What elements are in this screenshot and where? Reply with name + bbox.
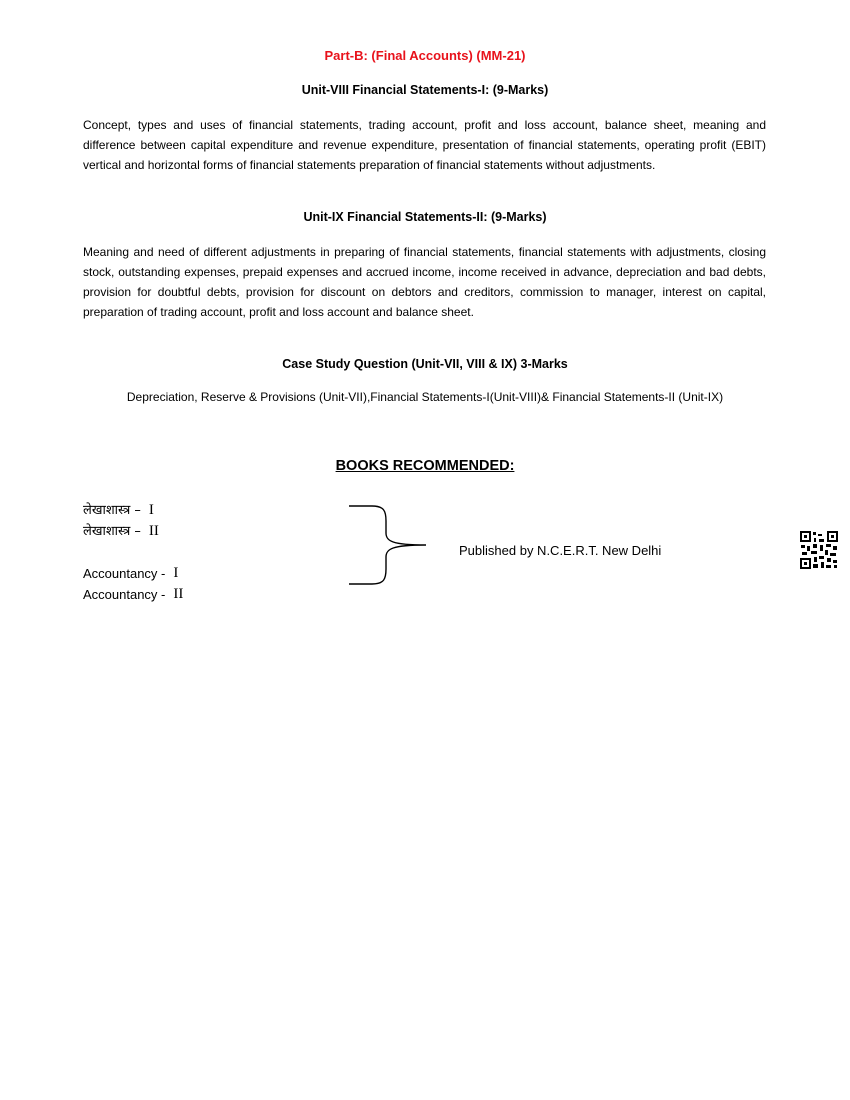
curly-brace-icon [348, 503, 430, 587]
book-title: लेखाशास्त्र – [83, 503, 141, 518]
book-volume: I [148, 502, 154, 518]
case-study-heading: Case Study Question (Unit-VII, VIII & IX) 3-Marks [282, 357, 568, 371]
book-item [83, 563, 178, 584]
book-volume: II [173, 586, 184, 602]
books-heading: BOOKS RECOMMENDED: [335, 458, 515, 474]
book-title: Accountancy - [83, 566, 166, 581]
book-volume: II [148, 523, 159, 539]
book-volume: I [173, 565, 179, 581]
book-item [83, 521, 159, 542]
unit-viii-body: Concept, types and uses of financial statements, trading account, profit and loss account, balance sheet, meaning and difference between capital expenditure and revenue expenditure, presentation of financial statements, operating profit (EBIT) vertical and horizontal forms of financial statements preparation of financial statements without adjustments. [83, 118, 766, 172]
publisher-note: Published by N.C.E.R.T. New Delhi [459, 543, 662, 558]
book-item [83, 584, 183, 605]
case-study-topics: Depreciation, Reserve & Provisions (Unit-VII),Financial Statements-I(Unit-VIII)& Financial Statements-II (Unit-IX) [126, 390, 724, 404]
qr-code-icon [799, 530, 839, 570]
unit-ix-body: Meaning and need of different adjustments in preparing of financial statements, financial statements with adjustments, closing stock, outstanding expenses, prepaid expenses and accrued income, income received in advance, depreciation and bad debts, provision for doubtful debts, provision for discount on debtors and creditors, commission to manager, interest on capital, preparation of trading account, profit and loss account and balance sheet. [83, 245, 766, 319]
unit-ix-heading: Unit-IX Financial Statements-II: (9-Marks) [303, 210, 547, 224]
part-title: Part-B: (Final Accounts) (MM-21) [324, 48, 526, 63]
book-title: लेखाशास्त्र – [83, 524, 141, 539]
book-item [83, 500, 154, 521]
unit-viii-heading: Unit-VIII Financial Statements-I: (9-Marks) [301, 83, 549, 97]
book-title: Accountancy - [83, 587, 166, 602]
